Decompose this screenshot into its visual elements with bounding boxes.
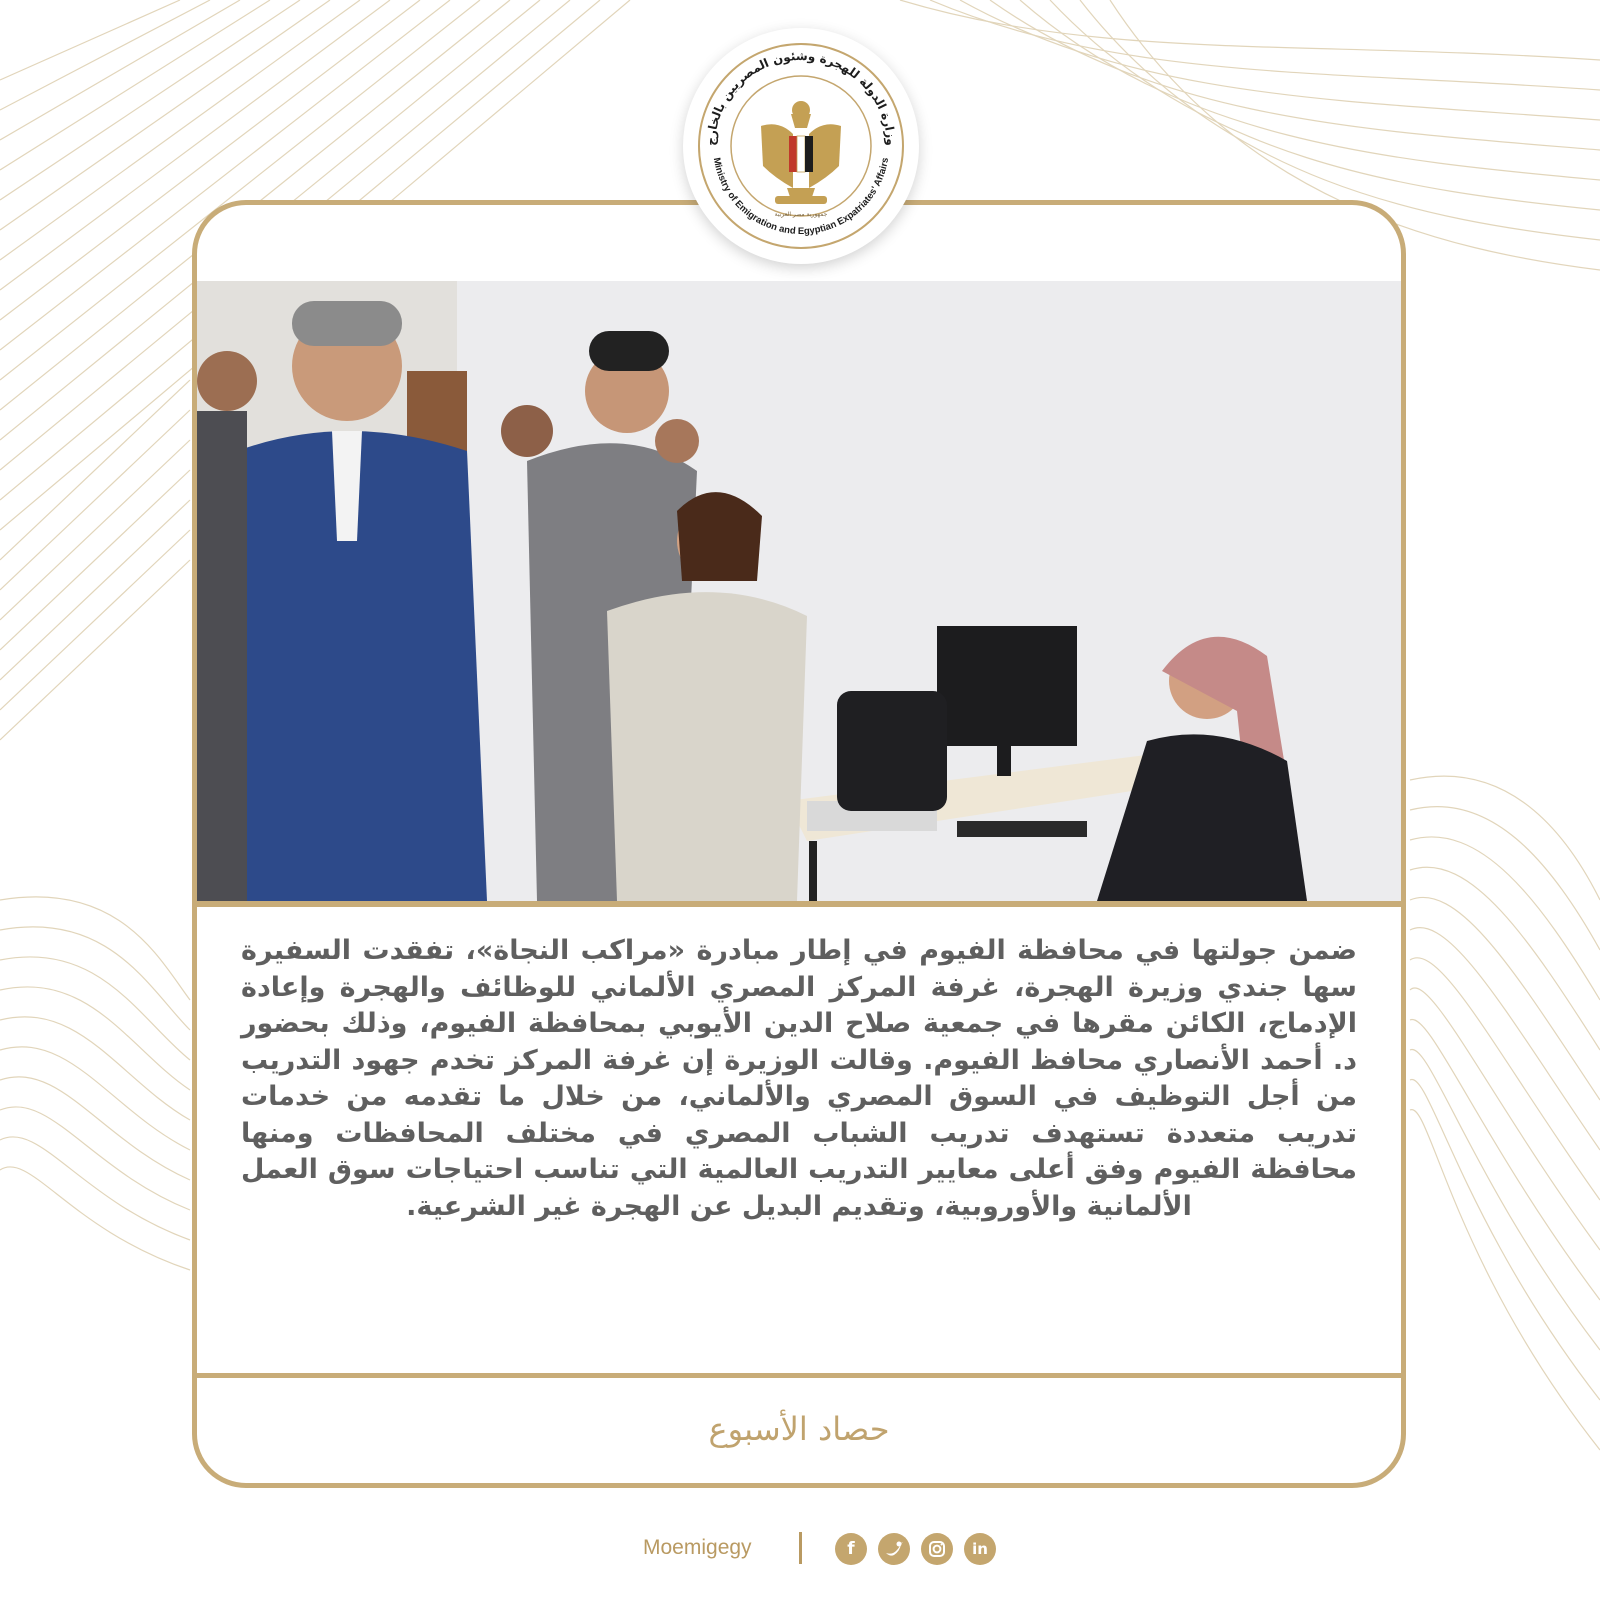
logo-english-text: Ministry of Emigration and Egyptian Expatriates' Affairs — [710, 156, 892, 238]
photo-scene-icon — [197, 281, 1401, 901]
article-body: ضمن جولتها في محافظة الفيوم في إطار مبادرة «مراكب النجاة»، تفقدت السفيرة سها جندي وزيرة الهجرة، غرفة المركز المصري الألماني للوظائف والهجرة وإعادة الإدماج، الكائن مقرها في جمعية صلاح الدين الأيوبي بمحافظة الفيوم، وذلك بحضور د. أحمد الأنصاري محافظ الفيوم. وقالت الوزيرة إن غرفة المركز تخدم جهود التدريب من أجل التوظيف في السوق المصري والألماني، من خلال ما تقدمه من خدمات تدريب متعددة تستهدف تدريب الشباب المصري في مختلف المحافظات ومنها محافظة الفيوم وفق أعلى معايير التدريب العالمية التي تناسب احتياجات سوق العمل الألمانية والأوروبية، وتقديم البديل عن الهجرة غير الشرعية. — [241, 935, 1357, 1222]
event-photo — [197, 281, 1401, 907]
emblem-caption: جمهورية مصر العربية — [774, 211, 828, 218]
linkedin-icon[interactable]: in — [964, 1533, 996, 1565]
week-harvest-title: حصاد الأسبوع — [708, 1410, 890, 1448]
ministry-emblem-icon — [683, 28, 919, 264]
card-divider — [197, 1373, 1401, 1378]
twitter-icon[interactable] — [878, 1533, 910, 1565]
social-bar — [0, 1530, 1600, 1570]
instagram-icon[interactable] — [921, 1533, 953, 1565]
content-card — [192, 200, 1406, 1488]
logo-arabic-text: وزارة الدولة للهجرة وشئون المصريين بالخارج — [703, 48, 899, 147]
ministry-logo — [683, 28, 919, 264]
social-separator — [799, 1532, 802, 1564]
social-handle[interactable]: Moemigegy — [643, 1536, 752, 1559]
facebook-icon[interactable]: f — [835, 1533, 867, 1565]
